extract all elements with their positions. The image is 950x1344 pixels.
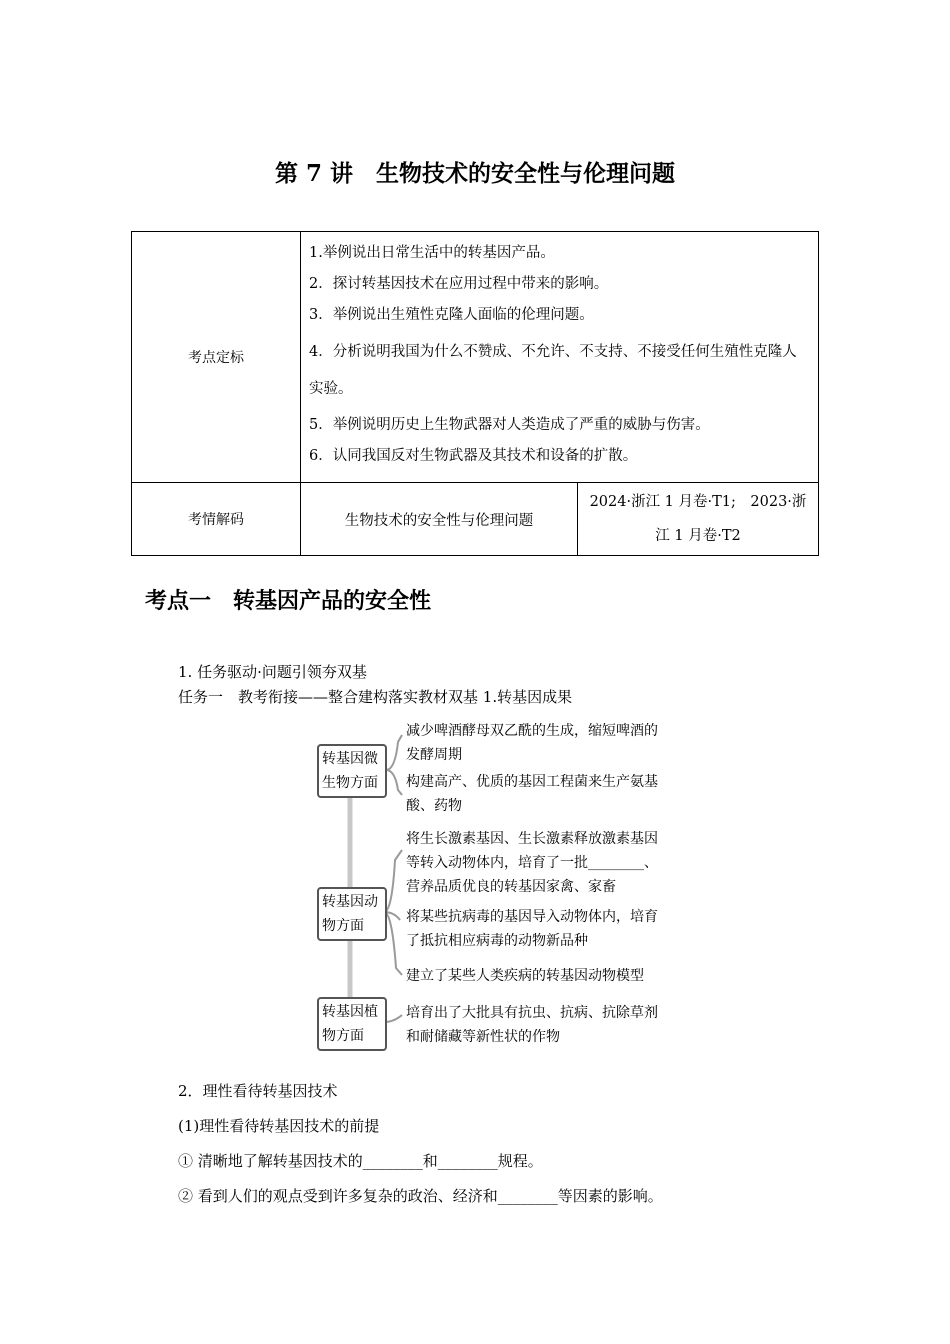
mindmap-leaf: 培育出了大批具有抗虫、抗病、抗除草剂和耐储藏等新性状的作物 bbox=[406, 1005, 658, 1045]
task-line: 任务一 教考衔接——整合建构落实教材双基 1.转基因成果 bbox=[178, 688, 573, 706]
mindmap-leaf: 减少啤酒酵母双乙酰的生成，缩短啤酒的发酵周期 bbox=[406, 723, 658, 763]
topic-cell: 生物技术的安全性与伦理问题 bbox=[301, 483, 578, 556]
subsection-heading: 2．理性看待转基因技术 bbox=[178, 1082, 338, 1100]
goal-item: 4．分析说明我国为什么不赞成、不允许、不支持、不接受任何生殖性克隆人实验。 bbox=[309, 344, 797, 397]
row-label-kaoqing: 考情解码 bbox=[132, 483, 301, 556]
goal-item: 3．举例说出生殖性克隆人面临的伦理问题。 bbox=[309, 307, 594, 323]
goal-item: 6．认同我国反对生物武器及其技术和设备的扩散。 bbox=[309, 448, 638, 464]
page-title: 第 7 讲 生物技术的安全性与伦理问题 bbox=[274, 160, 676, 187]
node-plant: 转基因植物方面 bbox=[317, 997, 387, 1051]
task-line: 1. 任务驱动·问题引领夯双基 bbox=[178, 663, 367, 681]
mindmap-leaf: 建立了某些人类疾病的转基因动物模型 bbox=[406, 968, 644, 984]
mindmap-leaf: 将某些抗病毒的基因导入动物体内，培育了抵抗相应病毒的动物新品种 bbox=[406, 909, 658, 949]
mindmap-leaf: 将生长激素基因、生长激素释放激素基因等转入动物体内，培育了一批________、营养品质优良的转基因家禽、家畜 bbox=[406, 831, 658, 895]
goal-item: 2．探讨转基因技术在应用过程中带来的影响。 bbox=[309, 276, 609, 292]
fill-blank-item: ① 清晰地了解转基因技术的________和________规程。 bbox=[178, 1152, 543, 1170]
goal-item: 1.举例说出日常生活中的转基因产品。 bbox=[309, 245, 555, 261]
node-animal: 转基因动物方面 bbox=[317, 887, 387, 941]
fill-blank-item: ② 看到人们的观点受到许多复杂的政治、经济和________等因素的影响。 bbox=[178, 1187, 663, 1205]
node-microbe: 转基因微生物方面 bbox=[317, 744, 387, 798]
subsection-sub: (1)理性看待转基因技术的前提 bbox=[178, 1117, 380, 1135]
goal-item: 5．举例说明历史上生物武器对人类造成了严重的威胁与伤害。 bbox=[309, 417, 710, 433]
mindmap-leaf: 构建高产、优质的基因工程菌来生产氨基酸、药物 bbox=[406, 774, 658, 814]
row-label-kaodian: 考点定标 bbox=[132, 232, 301, 483]
section-heading: 考点一 转基因产品的安全性 bbox=[145, 588, 432, 614]
source-cell: 2024·浙江 1 月卷·T1; 2023·浙江 1 月卷·T2 bbox=[578, 483, 819, 556]
